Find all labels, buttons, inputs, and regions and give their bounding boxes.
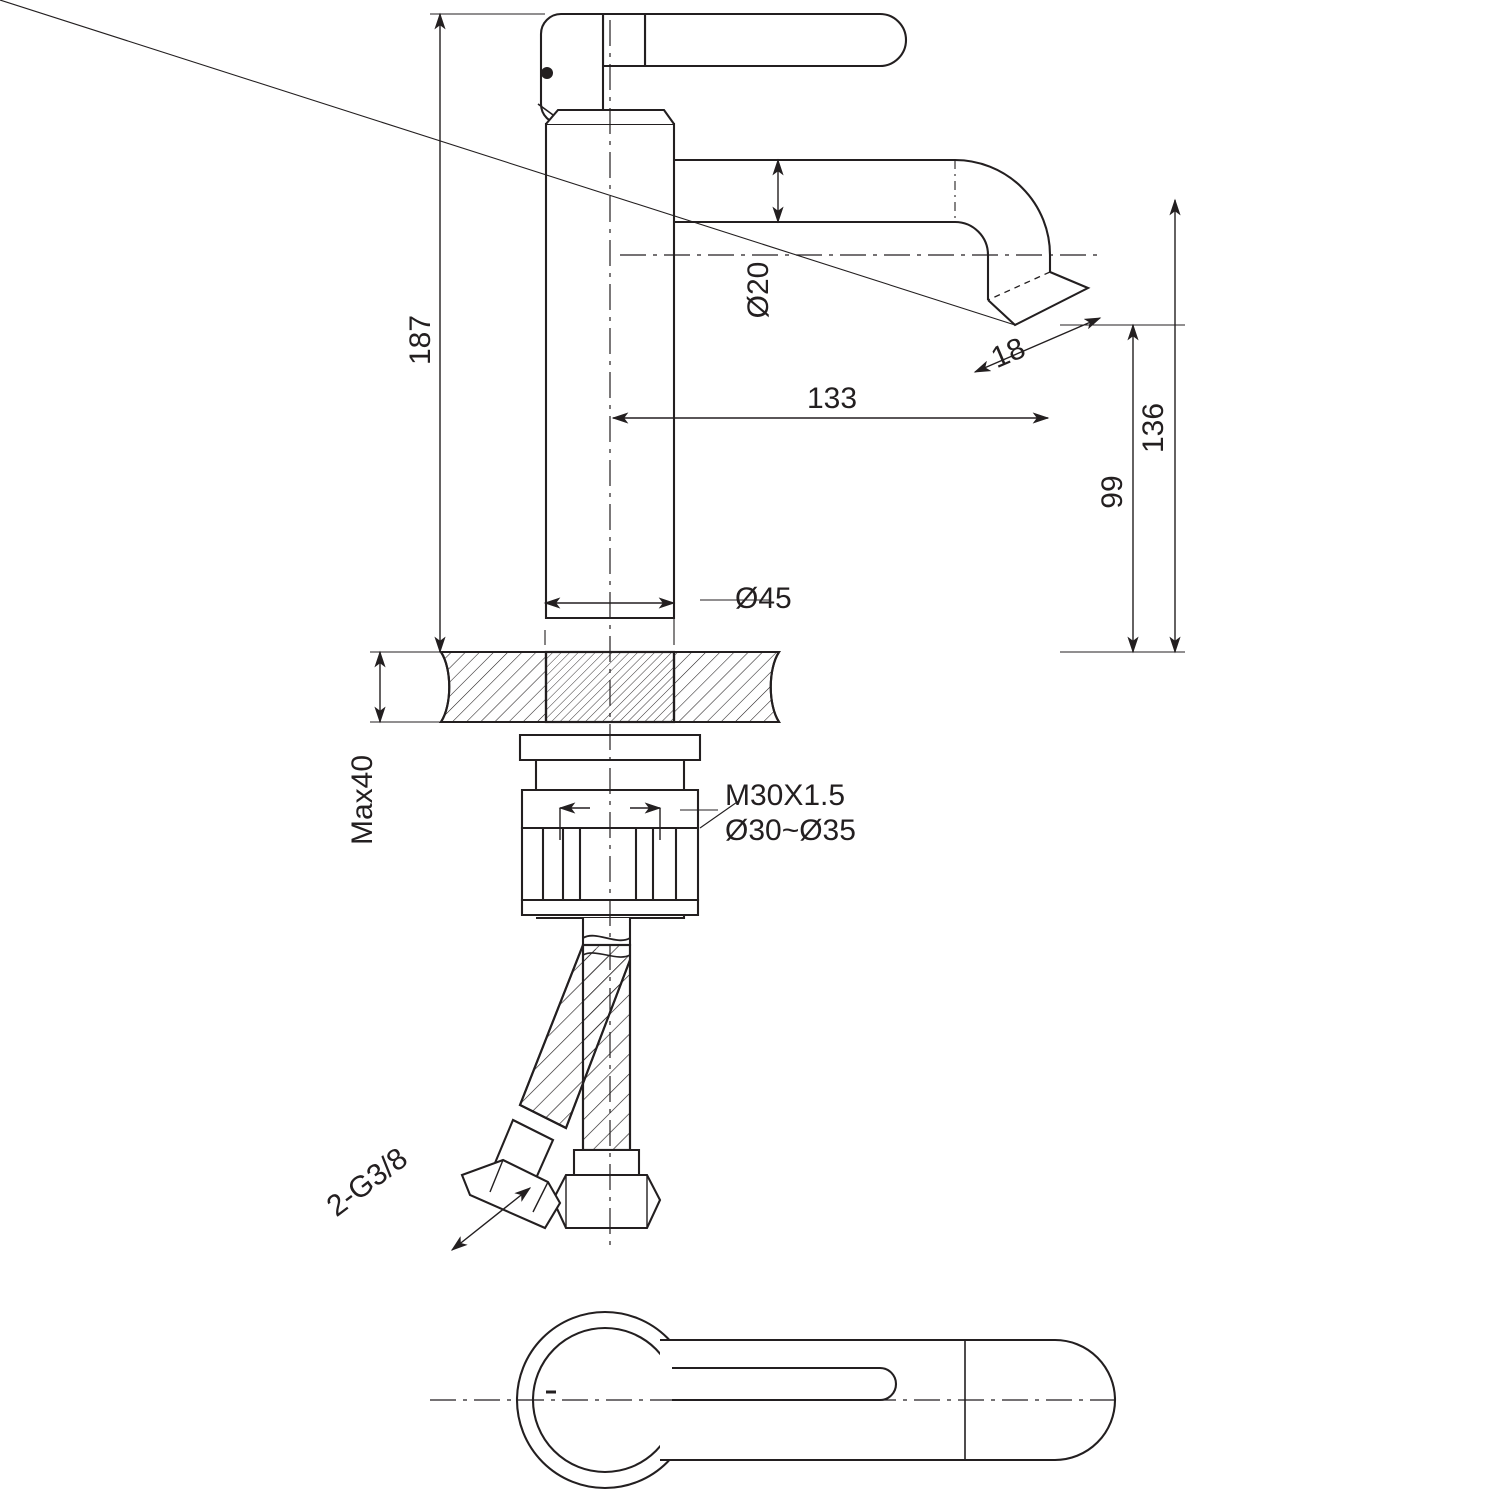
dim-supply-connection-spec: 2-G3/8 <box>320 1141 414 1224</box>
dim-total-height: 136 <box>1137 402 1170 454</box>
dim-overall-body-height: 187 <box>404 314 437 366</box>
dim-spout-diameter: Ø20 <box>742 261 775 319</box>
handle-hub <box>538 14 603 124</box>
dim-spout-outlet-height: 99 <box>1096 475 1129 509</box>
dim-spout-outlet-diameter: 18 <box>986 331 1031 375</box>
dim-mounting-hole-range: Ø30~Ø35 <box>725 814 856 847</box>
dim-max-counter-thickness: Max40 <box>346 754 379 846</box>
dim-thread-spec: M30X1.5 <box>725 779 846 812</box>
handle-lever-outline <box>603 14 906 66</box>
spout-outline <box>674 160 1088 325</box>
dimension-lines <box>380 14 1175 1250</box>
supply-hoses <box>462 918 660 1228</box>
dim-base-diameter: Ø45 <box>735 582 792 615</box>
dim-spout-reach: 133 <box>806 382 858 415</box>
dimension-labels <box>321 262 1170 1224</box>
